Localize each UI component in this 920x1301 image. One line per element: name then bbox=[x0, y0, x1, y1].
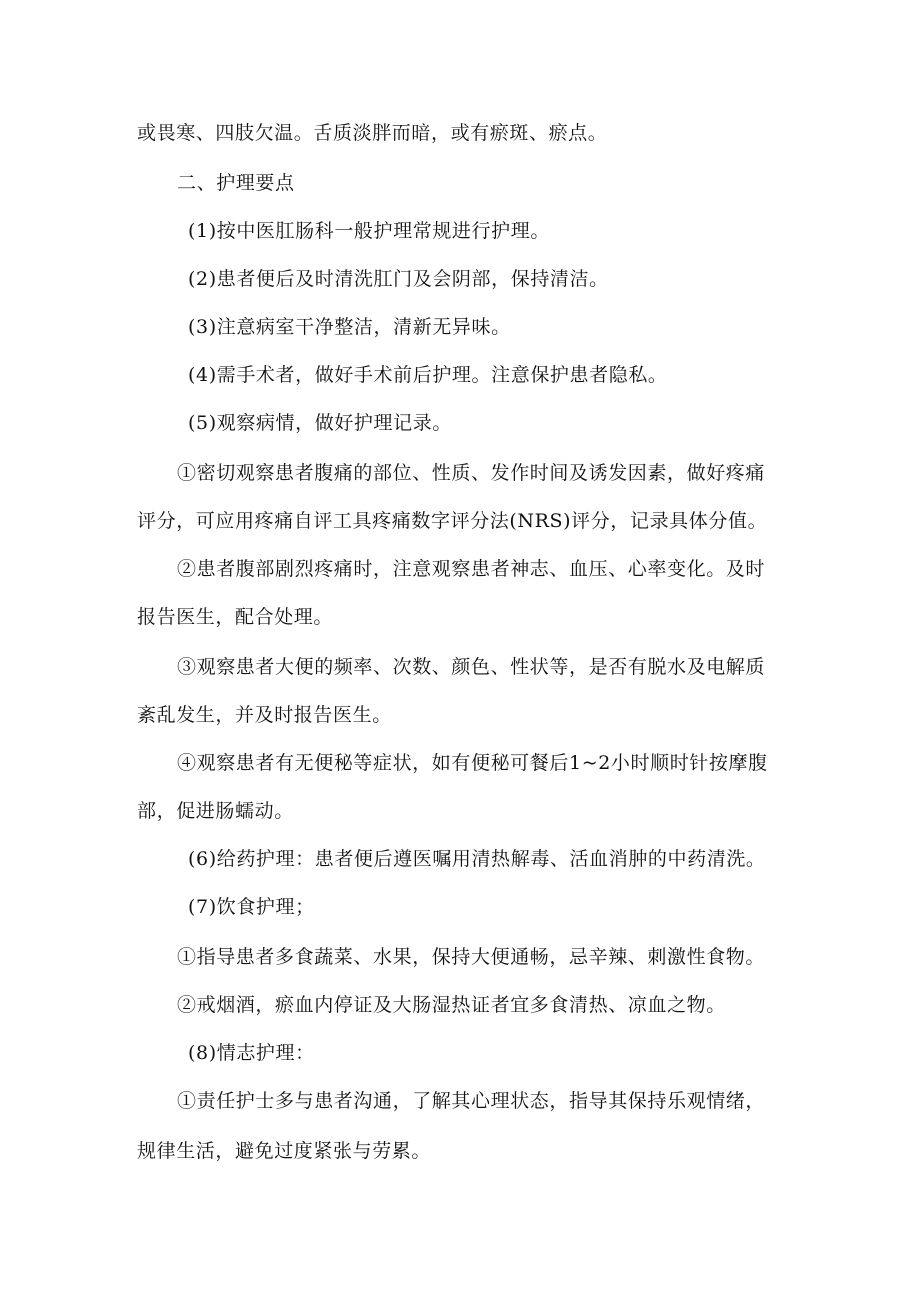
text-line-item-8-sub-1: ①责任护士多与患者沟通，了解其心理状态，指导其保持乐观情绪， bbox=[177, 1090, 766, 1112]
text-line-symptom-continuation: 或畏寒、四肢欠温。舌质淡胖而暗，或有瘀斑、瘀点。 bbox=[137, 122, 608, 144]
text-line-item-4: (4)需手术者，做好手术前后护理。注意保护患者隐私。 bbox=[188, 364, 668, 386]
text-line-item-5-sub-3-cont: 紊乱发生，并及时报告医生。 bbox=[137, 704, 392, 726]
text-line-item-7-sub-1: ①指导患者多食蔬菜、水果，保持大便通畅，忌辛辣、刺激性食物。 bbox=[177, 946, 766, 968]
text-line-item-5-sub-1: ①密切观察患者腹痛的部位、性质、发作时间及诱发因素，做好疼痛 bbox=[177, 462, 766, 484]
text-line-item-7: (7)饮食护理； bbox=[188, 896, 315, 918]
text-line-item-7-sub-2: ②戒烟酒，瘀血内停证及大肠湿热证者宜多食清热、凉血之物。 bbox=[177, 994, 726, 1016]
text-line-item-3: (3)注意病室干净整洁，清新无异味。 bbox=[188, 316, 511, 338]
text-line-item-5-sub-1-cont: 评分，可应用疼痛自评工具疼痛数字评分法(NRS)评分，记录具体分值。 bbox=[137, 510, 768, 532]
text-line-item-6: (6)给药护理：患者便后遵医嘱用清热解毒、活血消肿的中药清洗。 bbox=[188, 848, 766, 870]
text-line-item-5-sub-2-cont: 报告医生，配合处理。 bbox=[137, 606, 334, 628]
text-line-item-8-sub-1-cont: 规律生活，避免过度紧张与劳累。 bbox=[137, 1140, 432, 1162]
text-line-item-1: (1)按中医肛肠科一般护理常规进行护理。 bbox=[188, 220, 550, 242]
text-line-item-8: (8)情志护理： bbox=[188, 1042, 315, 1064]
text-line-item-5-sub-4: ④观察患者有无便秘等症状，如有便秘可餐后1~2小时顺时针按摩腹 bbox=[177, 752, 768, 774]
text-line-item-5-sub-3: ③观察患者大便的频率、次数、颜色、性状等，是否有脱水及电解质 bbox=[177, 656, 766, 678]
text-line-item-5-sub-2: ②患者腹部剧烈疼痛时，注意观察患者神志、血压、心率变化。及时 bbox=[177, 558, 766, 580]
text-line-item-2: (2)患者便后及时清洗肛门及会阴部，保持清洁。 bbox=[188, 268, 609, 290]
text-line-item-5: (5)观察病情，做好护理记录。 bbox=[188, 412, 452, 434]
section-heading-nursing-points: 二、护理要点 bbox=[177, 172, 295, 194]
text-line-item-5-sub-4-cont: 部，促进肠蠕动。 bbox=[137, 800, 294, 822]
